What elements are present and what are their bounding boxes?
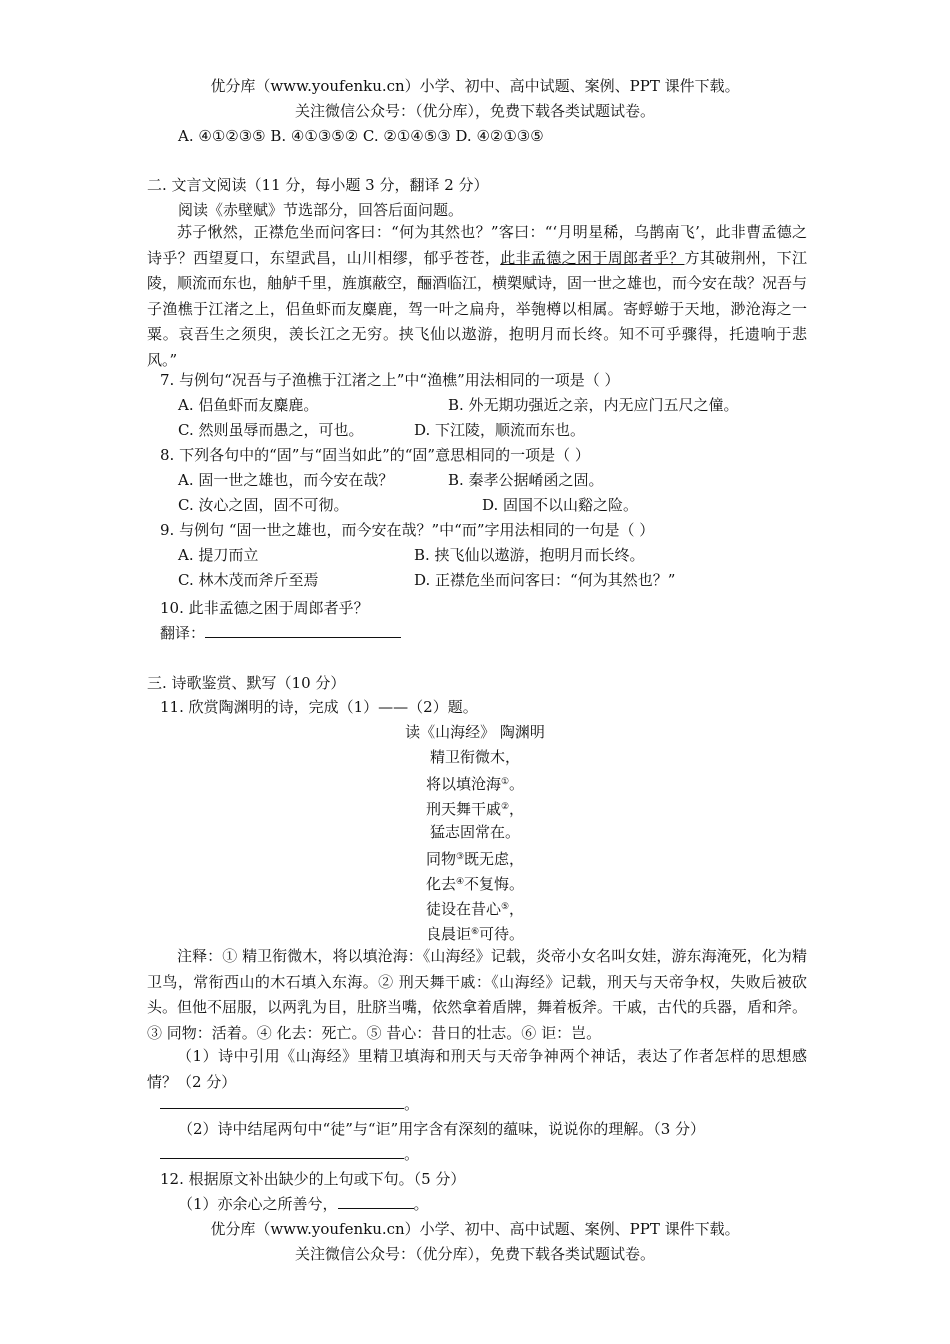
q11-sub-2: （2）诗中结尾两句中“徒”与“讵”用字含有深刻的蕴味，说说你的理解。（3 分） — [178, 1120, 706, 1138]
q9-option-a: A. 提刀而立 — [178, 546, 259, 564]
q12-1-row: （1）亦余心之所善兮， 。 — [178, 1195, 429, 1213]
q11-2-answer-row: 。 — [160, 1144, 419, 1164]
q7-stem: 7. 与例句“况吾与子渔樵于江渚之上”中“渔樵”用法相同的一项是（ ） — [160, 371, 620, 389]
header-line-2: 关注微信公众号：（优分库），免费下载各类试题试卷。 — [294, 102, 655, 120]
q8-option-c: C. 汝心之固，固不可彻。 — [178, 496, 349, 514]
section-3-title: 三. 诗歌鉴赏、默写（10 分） — [147, 674, 346, 692]
q10-answer-blank[interactable] — [205, 623, 401, 638]
q7-option-d: D. 下江陵，顺流而东也。 — [414, 421, 586, 439]
q9-stem: 9. 与例句 “固一世之雄也，而今安在哉？”中“而”字用法相同的一句是（ ） — [160, 521, 655, 539]
poem-line: 同物③既无虑， — [425, 850, 525, 868]
poem-line: 良晨讵⑥可待。 — [425, 925, 525, 943]
footer-line-1: 优分库（www.youfenku.cn）小学、初中、高中试题、案例、PPT 课件下载。 — [210, 1220, 740, 1238]
q10-stem: 10. 此非孟德之困于周郎者乎？ — [160, 599, 369, 617]
q9-option-c: C. 林木茂而斧斤至焉 — [178, 571, 319, 589]
poem-line: 精卫衔微木， — [429, 748, 520, 766]
q12-stem: 12. 根据原文补出缺少的上句或下句。（5 分） — [160, 1170, 466, 1188]
q8-stem: 8. 下列各句中的“固”与“固当如此”的“固”意思相同的一项是（ ） — [160, 446, 590, 464]
q11-1-answer-row: 。 — [160, 1094, 419, 1114]
q10-translation-label: 翻译： — [160, 624, 206, 642]
header-line-1: 优分库（www.youfenku.cn）小学、初中、高中试题、案例、PPT 课件下载。 — [210, 77, 740, 95]
poem-line: 猛志固常在。 — [429, 823, 520, 841]
passage-chibi-fu — [147, 220, 807, 373]
poem-notes: 注释：① 精卫衔微木，将以填沧海：《山海经》记载，炎帝小女名叫女娃，游东海淹死，化为精卫鸟，常衔西山的木石填入东海。② 刑天舞干戚：《山海经》记载，刑天与天帝争权，失败后被砍头。但他不屈服，以两乳为目，肚脐当嘴，依然拿着盾牌，舞着板斧。干戚，古代的兵器，盾和斧。③ 同物：活着。④ 化去：死亡。⑤ 昔心：昔日的壮志。⑥ 讵：岂。 — [147, 947, 808, 1042]
q11-sub-1: （1）诗中引用《山海经》里精卫填海和刑天与天帝争神两个神话，表达了作者怎样的思想感情？（2 分） — [147, 1047, 807, 1091]
q9-option-b: B. 挟飞仙以遨游，抱明月而长终。 — [414, 546, 645, 564]
poem-line: 徒设在昔心⑤， — [425, 900, 525, 918]
q12-1-answer-blank[interactable] — [338, 1194, 414, 1209]
q9-option-d: D. 正襟危坐而问客曰：“何为其然也？” — [414, 571, 676, 589]
q10-translation-row — [160, 623, 401, 643]
q11-1-answer-blank[interactable] — [160, 1094, 404, 1109]
q7-option-c: C. 然则虽辱而愚之，可也。 — [178, 421, 364, 439]
poem-line: 将以填沧海①。 — [425, 775, 525, 793]
passage-underlined-sentence: 此非孟德之困于周郎者乎？ — [500, 248, 685, 267]
poem-line: 刑天舞干戚②， — [425, 800, 525, 818]
top-options: A. ④①②③⑤ B. ④①③⑤② C. ②①④⑤③ D. ④②①③⑤ — [178, 127, 544, 145]
q8-option-d: D. 固国不以山谿之险。 — [482, 496, 639, 514]
section-2-intro: 阅读《赤壁赋》节选部分，回答后面问题。 — [178, 201, 464, 219]
section-2-title: 二. 文言文阅读（11 分，每小题 3 分，翻译 2 分） — [147, 176, 489, 194]
q11-2-answer-blank[interactable] — [160, 1144, 404, 1159]
footer-line-2: 关注微信公众号：（优分库），免费下载各类试题试卷。 — [294, 1245, 655, 1263]
passage-part-a: 苏子愀然，正襟危坐而问客曰：“何为其然也？”客曰：“‘月明星稀，乌鹊南飞’，此非曹孟德之诗乎？西望夏口，东望武昌，山川相缪，郁乎苍苍， — [147, 223, 807, 267]
poem-line: 化去④不复悔。 — [425, 875, 525, 893]
q11-stem: 11. 欣赏陶渊明的诗，完成（1）——（2）题。 — [160, 698, 478, 716]
q8-option-b: B. 秦孝公据崤函之固。 — [448, 471, 604, 489]
passage-part-b: 方其破荆州，下江陵，顺流而东也，舳舻千里，旌旗蔽空，酾酒临江，横槊赋诗，固一世之雄也，而今安在哉？况吾与子渔樵于江渚之上，侣鱼虾而友麋鹿，驾一叶之扁舟，举匏樽以相属。寄蜉蝣于天地，渺沧海之一粟。哀吾生之须臾，羡长江之无穷。挟飞仙以遨游，抱明月而长终。知不可乎骤得，托遗响于悲风。” — [147, 248, 808, 369]
poem-title: 读《山海经》 陶渊明 — [405, 723, 545, 741]
q7-option-b: B. 外无期功强近之亲，内无应门五尺之僮。 — [448, 396, 739, 414]
q7-option-a: A. 侣鱼虾而友麋鹿。 — [178, 396, 319, 414]
q8-option-a: A. 固一世之雄也，而今安在哉？ — [178, 471, 394, 489]
